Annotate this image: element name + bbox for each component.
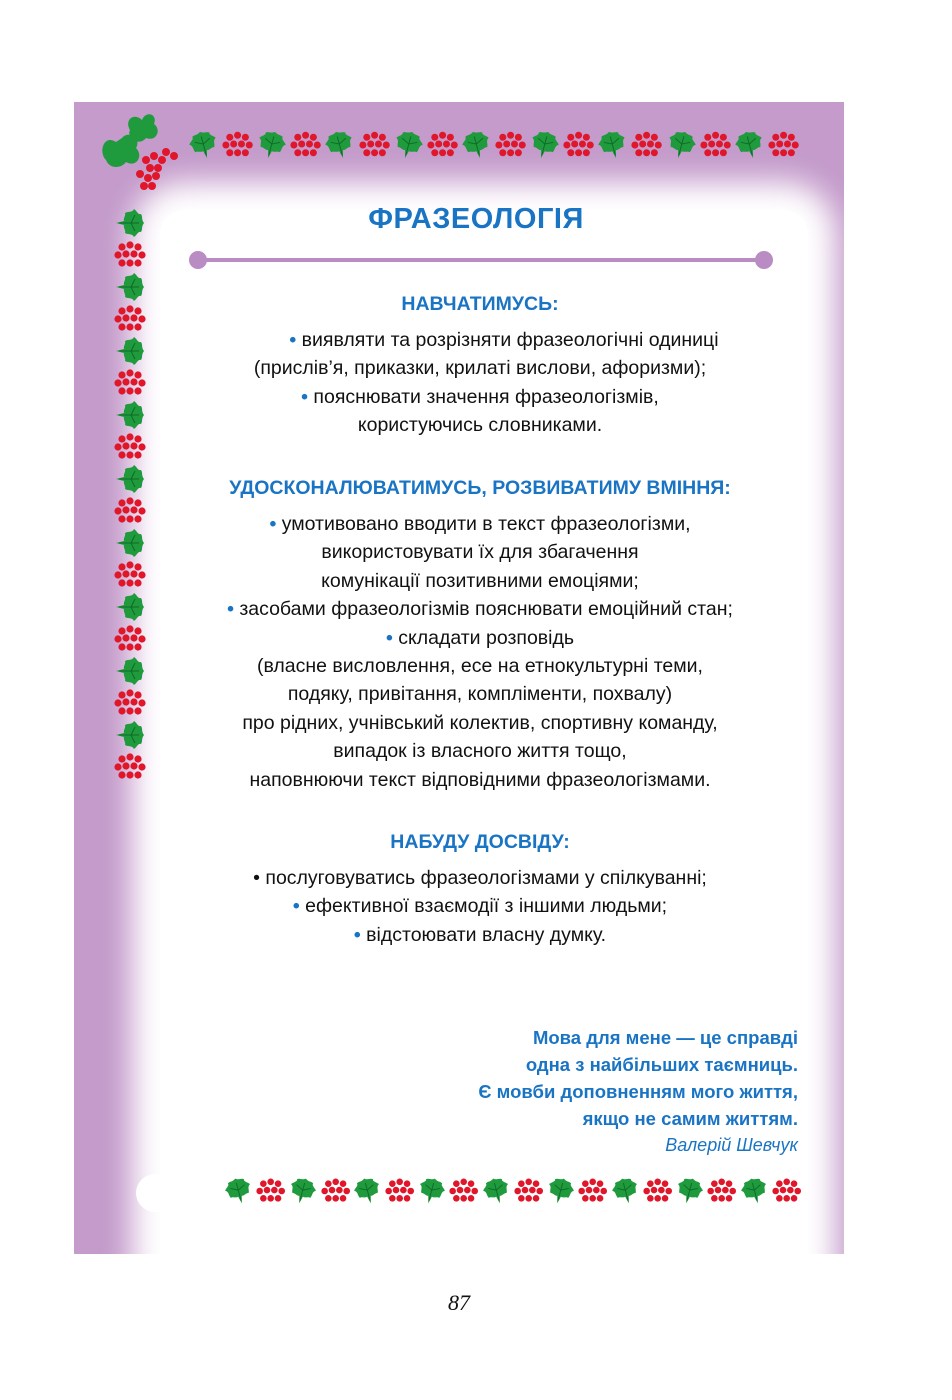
viburnum-berry-cluster-icon (449, 1176, 478, 1206)
bullet: • (253, 867, 260, 889)
viburnum-berry-cluster-icon (700, 130, 731, 160)
viburnum-leaf-icon (112, 526, 148, 560)
viburnum-berry-cluster-icon (643, 1176, 672, 1206)
viburnum-leaf-icon (112, 718, 148, 752)
viburnum-berry-cluster-icon (707, 1176, 736, 1206)
list-item-continuation: подяку, привітання, компліменти, похвалу) (287, 683, 673, 706)
viburnum-berry-cluster-icon (114, 432, 146, 462)
left-ornament-column (110, 206, 150, 818)
viburnum-leaf-icon (254, 128, 289, 162)
viburnum-berry-cluster-icon (114, 240, 146, 270)
list-item-text: пояснювати значення фразеологізмів, (313, 385, 659, 408)
list-item-text: виявляти та розрізняти фразеологічні одиниці (301, 329, 719, 351)
viburnum-leaf-icon (112, 462, 148, 496)
viburnum-leaf-icon (527, 128, 562, 162)
viburnum-leaf-icon (112, 398, 148, 432)
viburnum-berry-cluster-icon (427, 130, 458, 160)
section-heading: НАВЧАТИМУСЬ: (401, 293, 559, 315)
viburnum-leaf-icon (459, 128, 494, 162)
bullet: • (353, 923, 361, 946)
list-item-continuation: користуючись словниками. (357, 414, 603, 437)
viburnum-leaf-icon (544, 1174, 577, 1208)
viburnum-berry-cluster-icon (290, 130, 321, 160)
list-item-continuation: (власне висловлення, есе на етнокультурні теми, (257, 655, 703, 678)
viburnum-berry-cluster-icon (578, 1176, 607, 1206)
viburnum-leaf-icon (415, 1174, 448, 1208)
viburnum-berry-cluster-icon (114, 368, 146, 398)
list-item-continuation: випадок із власного життя тощо, (333, 740, 627, 763)
viburnum-berry-cluster-icon (114, 560, 146, 590)
viburnum-leaf-icon (732, 128, 767, 162)
viburnum-berry-cluster-icon (114, 496, 146, 526)
page-title: ФРАЗЕОЛОГІЯ (368, 203, 584, 235)
corner-ornament (96, 112, 188, 208)
list-item (150, 510, 810, 538)
list-item (150, 383, 810, 411)
list-item-text: відстоювати власну думку. (366, 923, 607, 946)
list-item-text: умотивовано вводити в текст фразеологізми, (281, 513, 691, 535)
list-item-continuation: (прислів’я, приказки, крилаті вислови, афоризми); (253, 357, 707, 380)
viburnum-leaf-icon (609, 1174, 642, 1208)
bullet: • (289, 329, 297, 351)
list-item-continuation: наповнюючи текст відповідними фразеологізмами. (249, 768, 711, 791)
bullet: • (269, 513, 277, 535)
viburnum-leaf-icon (286, 1174, 319, 1208)
viburnum-berry-cluster-icon (514, 1176, 543, 1206)
viburnum-berry-cluster-icon (114, 752, 146, 782)
list-item (150, 595, 810, 623)
bullet: • (301, 385, 308, 408)
list-item (150, 624, 810, 652)
viburnum-leaf-icon (112, 334, 148, 368)
viburnum-berry-cluster-icon (772, 1176, 801, 1206)
viburnum-berry-cluster-icon (114, 304, 146, 334)
viburnum-leaf-icon (112, 590, 148, 624)
viburnum-leaf-icon (391, 128, 426, 162)
viburnum-leaf-icon (112, 654, 148, 688)
quote-line: Є мовби доповненням мого життя, (478, 1081, 798, 1102)
viburnum-leaf-icon (322, 128, 357, 162)
viburnum-berry-cluster-icon (359, 130, 390, 160)
section-learn (150, 290, 810, 440)
viburnum-leaf-icon (673, 1174, 706, 1208)
page-number: 87 (448, 1290, 470, 1315)
list-item (150, 921, 810, 949)
viburnum-leaf-icon (595, 128, 630, 162)
bullet: • (227, 598, 234, 621)
list-item (150, 326, 810, 354)
quote-line: Мова для мене — це справді (532, 1027, 798, 1048)
title-divider (188, 248, 774, 272)
list-item-text: складати розповідь (398, 626, 575, 649)
list-item-text: послуговуватись фразеологізмами у спілкуванні; (265, 867, 707, 889)
viburnum-berry-cluster-icon (321, 1176, 350, 1206)
viburnum-berry-cluster-icon (768, 130, 799, 160)
epigraph-quote (478, 1024, 798, 1159)
quote-line: одна з найбільших таємниць. (525, 1054, 798, 1075)
list-item-continuation: комунікації позитивними емоціями; (321, 569, 639, 592)
section-heading: НАБУДУ ДОСВІДУ: (390, 831, 570, 853)
list-item-continuation: про рідних, учнівський колектив, спортивну команду, (242, 711, 718, 734)
viburnum-leaf-icon (112, 270, 148, 304)
quote-line: якщо не самим життям. (582, 1108, 798, 1129)
viburnum-berry-cluster-icon (495, 130, 526, 160)
list-item-text: ефективної взаємодії з іншими людьми; (305, 895, 668, 918)
viburnum-berry-cluster-icon (114, 688, 146, 718)
viburnum-berry-cluster-icon (222, 130, 253, 160)
viburnum-leaf-icon (738, 1174, 771, 1208)
bottom-ornament-row (222, 1172, 802, 1210)
viburnum-berry-cluster-icon (256, 1176, 285, 1206)
section-experience (150, 828, 810, 949)
list-item (150, 892, 810, 920)
viburnum-leaf-icon (480, 1174, 513, 1208)
section-improve (150, 474, 810, 794)
viburnum-berry-cluster-icon (385, 1176, 414, 1206)
viburnum-berry-cluster-icon (631, 130, 662, 160)
viburnum-leaf-icon (351, 1174, 384, 1208)
bullet: • (292, 895, 300, 918)
viburnum-berry-cluster-icon (563, 130, 594, 160)
top-ornament-row (186, 126, 800, 164)
decorative-oval (136, 1174, 222, 1212)
bullet: • (385, 626, 393, 649)
quote-author: Валерій Шевчук (665, 1135, 798, 1155)
viburnum-leaf-icon (222, 1174, 255, 1208)
viburnum-berry-cluster-icon (114, 624, 146, 654)
viburnum-leaf-icon (664, 128, 699, 162)
list-item-continuation: використовувати їх для збагачення (321, 541, 639, 564)
section-heading: УДОСКОНАЛЮВАТИМУСЬ, РОЗВИВАТИМУ ВМІННЯ: (229, 477, 731, 499)
list-item (150, 864, 810, 892)
viburnum-leaf-icon (186, 128, 221, 162)
list-item-text: засобами фразеологізмів пояснювати емоційний стан; (239, 598, 733, 621)
